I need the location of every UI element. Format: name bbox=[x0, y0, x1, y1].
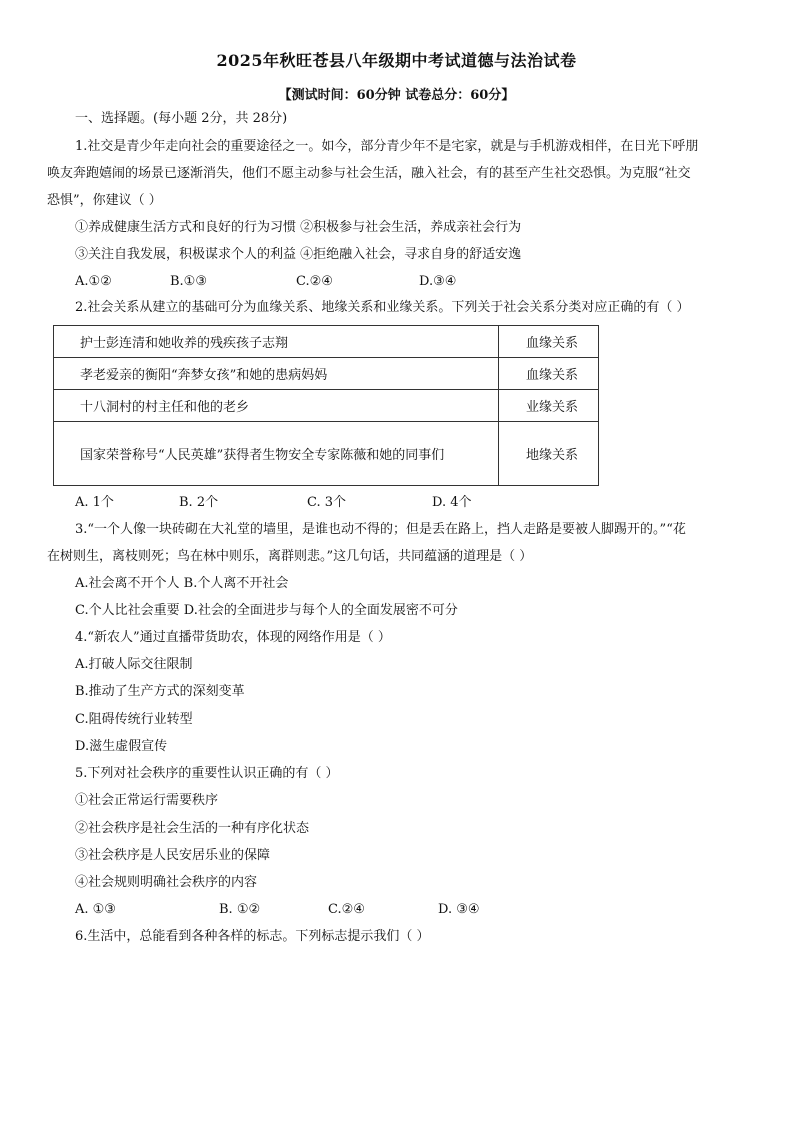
q5-option-d[interactable]: D. ③④ bbox=[438, 902, 480, 917]
relation-kind: 血缘关系 bbox=[499, 326, 599, 358]
q1-line-3: 恐惧”，你建议（ ） bbox=[47, 193, 162, 208]
table-row bbox=[54, 326, 599, 358]
relation-kind: 地缘关系 bbox=[499, 422, 599, 486]
q4-stem: 4.“新农人”通过直播带货助农，体现的网络作用是（ ） bbox=[75, 630, 391, 645]
q5-statement-4: ④社会规则明确社会秩序的内容 bbox=[75, 875, 258, 890]
q3-line-1: 3.“一个人像一块砖砌在大礼堂的墙里，是谁也动不得的；但是丢在路上，挡人走路是要被人脚踢开的。”“花 bbox=[75, 522, 686, 537]
q1-option-c[interactable]: C.②④ bbox=[296, 274, 333, 289]
q5-statement-3: ③社会秩序是人民安居乐业的保障 bbox=[75, 848, 271, 863]
relation-desc: 孝老爱亲的衡阳“奔梦女孩”和她的患病妈妈 bbox=[54, 358, 499, 390]
q6-stem: 6.生活中，总能看到各种各样的标志。下列标志提示我们（ ） bbox=[75, 929, 430, 944]
q1-line-2: 唤友奔跑嬉闹的场景已逐渐消失，他们不愿主动参与社会生活，融入社会，有的甚至产生社交恐惧。为克服“社交 bbox=[47, 166, 691, 181]
q3-options-cd[interactable]: C.个人比社会重要 D.社会的全面进步与每个人的全面发展密不可分 bbox=[75, 603, 458, 618]
q5-option-c[interactable]: C.②④ bbox=[328, 902, 365, 917]
q2-stem: 2.社会关系从建立的基础可分为血缘关系、地缘关系和业缘关系。下列关于社会关系分类对应正确的有（ ） bbox=[75, 300, 690, 315]
q3-line-2: 在树则生，离枝则死；鸟在林中则乐，离群则悲。”这几句话，共同蕴涵的道理是（ ） bbox=[47, 549, 533, 564]
relation-kind: 业缘关系 bbox=[499, 390, 599, 422]
q4-option-d[interactable]: D.滋生虚假宣传 bbox=[75, 739, 168, 754]
q1-statement-2: ③关注自我发展，积极谋求个人的利益 ④拒绝融入社会，寻求自身的舒适安逸 bbox=[75, 247, 522, 262]
table-row bbox=[54, 390, 599, 422]
q2-relation-table bbox=[53, 325, 599, 486]
q1-line-1: 1.社交是青少年走向社会的重要途径之一。如今，部分青少年不是宅家，就是与手机游戏相伴，在日光下呼朋 bbox=[75, 139, 699, 154]
q3-options-ab[interactable]: A.社会离不开个人 B.个人离不开社会 bbox=[75, 576, 289, 591]
relation-kind: 血缘关系 bbox=[499, 358, 599, 390]
exam-subtitle: 【测试时间：60分钟 试卷总分：60分】 bbox=[278, 88, 515, 103]
q2-option-d[interactable]: D. 4个 bbox=[432, 495, 472, 510]
q2-option-c[interactable]: C. 3个 bbox=[307, 495, 347, 510]
q5-option-b[interactable]: B. ①② bbox=[219, 902, 261, 917]
q2-option-b[interactable]: B. 2个 bbox=[179, 495, 219, 510]
q5-stem: 5.下列对社会秩序的重要性认识正确的有（ ） bbox=[75, 766, 339, 781]
q5-statement-2: ②社会秩序是社会生活的一种有序化状态 bbox=[75, 821, 310, 836]
relation-desc: 护士彭连清和她收养的残疾孩子志翔 bbox=[54, 326, 499, 358]
q1-option-d[interactable]: D.③④ bbox=[419, 274, 457, 289]
q2-option-a[interactable]: A. 1个 bbox=[75, 495, 114, 510]
table-row bbox=[54, 422, 599, 486]
exam-title: 2025年秋旺苍县八年级期中考试道德与法治试卷 bbox=[216, 51, 577, 70]
q1-option-b[interactable]: B.①③ bbox=[170, 274, 207, 289]
q5-statement-1: ①社会正常运行需要秩序 bbox=[75, 793, 219, 808]
q1-options bbox=[75, 273, 755, 291]
q1-statement-1: ①养成健康生活方式和良好的行为习惯 ②积极参与社会生活，养成亲社会行为 bbox=[75, 220, 522, 235]
relation-desc: 国家荣誉称号“人民英雄”获得者生物安全专家陈薇和她的同事们 bbox=[54, 422, 499, 486]
section-heading: 一、选择题。(每小题 2分，共 28分) bbox=[75, 111, 288, 126]
q5-options bbox=[75, 901, 755, 919]
q4-option-c[interactable]: C.阻碍传统行业转型 bbox=[75, 712, 193, 727]
table-row bbox=[54, 358, 599, 390]
q5-option-a[interactable]: A. ①③ bbox=[75, 902, 116, 917]
relation-desc: 十八洞村的村主任和他的老乡 bbox=[54, 390, 499, 422]
q4-option-b[interactable]: B.推动了生产方式的深刻变革 bbox=[75, 684, 245, 699]
q2-options bbox=[75, 494, 755, 512]
q4-option-a[interactable]: A.打破人际交往限制 bbox=[75, 657, 193, 672]
q1-option-a[interactable]: A.①② bbox=[75, 274, 112, 289]
